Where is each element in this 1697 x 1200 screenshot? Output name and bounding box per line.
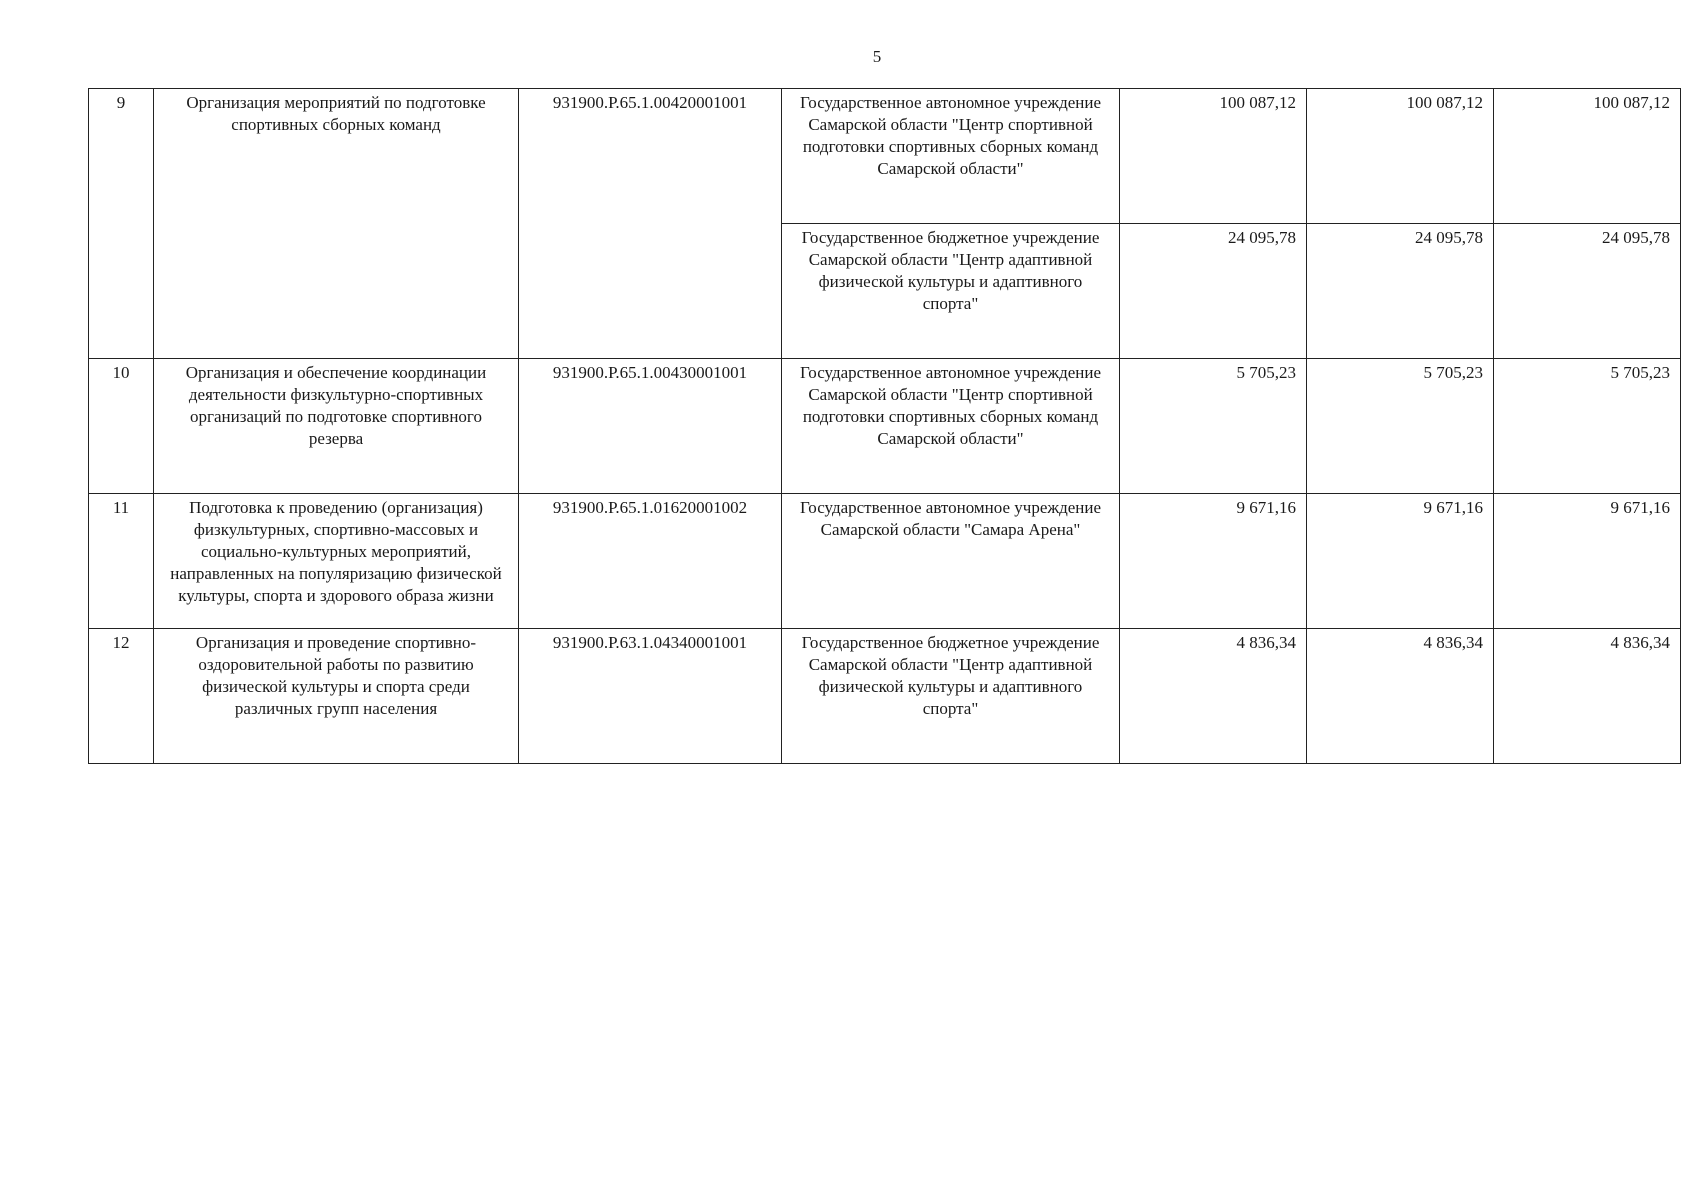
value-year-1: 9 671,16 bbox=[1120, 494, 1307, 629]
value-year-3: 100 087,12 bbox=[1494, 89, 1681, 224]
service-name: Организация и обеспечение координации деятельности физкультурно-спортивных организаций по подготовке спортивного резерва bbox=[154, 359, 519, 494]
page-number: 5 bbox=[872, 47, 882, 66]
row-number: 10 bbox=[89, 359, 154, 494]
row-number: 9 bbox=[89, 89, 154, 359]
institution-name: Государственное бюджетное учреждение Самарской области "Центр адаптивной физической культуры и адаптивного спорта" bbox=[782, 629, 1120, 764]
value-year-2: 4 836,34 bbox=[1307, 629, 1494, 764]
service-code: 931900.Р.65.1.00430001001 bbox=[519, 359, 782, 494]
table-row bbox=[89, 494, 1681, 629]
value-year-1: 4 836,34 bbox=[1120, 629, 1307, 764]
institution-name: Государственное автономное учреждение Самарской области "Самара Арена" bbox=[782, 494, 1120, 629]
table-row bbox=[89, 359, 1681, 494]
table-row bbox=[89, 89, 1681, 224]
service-name: Подготовка к проведению (организация) физкультурных, спортивно-массовых и социально-культурных мероприятий, направленных на популяризацию физической культуры, спорта и здорового образа жизни bbox=[154, 494, 519, 629]
value-year-2: 5 705,23 bbox=[1307, 359, 1494, 494]
institution-name: Государственное автономное учреждение Самарской области "Центр спортивной подготовки спортивных сборных команд Самарской области" bbox=[782, 89, 1120, 224]
service-code: 931900.Р.65.1.01620001002 bbox=[519, 494, 782, 629]
value-year-3: 24 095,78 bbox=[1494, 224, 1681, 359]
value-year-2: 9 671,16 bbox=[1307, 494, 1494, 629]
value-year-1: 100 087,12 bbox=[1120, 89, 1307, 224]
service-name: Организация и проведение спортивно-оздоровительной работы по развитию физической культуры и спорта среди различных групп населения bbox=[154, 629, 519, 764]
value-year-3: 5 705,23 bbox=[1494, 359, 1681, 494]
service-code: 931900.Р.65.1.00420001001 bbox=[519, 89, 782, 359]
institution-name: Государственное бюджетное учреждение Самарской области "Центр адаптивной физической культуры и адаптивного спорта" bbox=[782, 224, 1120, 359]
table-row bbox=[89, 629, 1681, 764]
row-number: 11 bbox=[89, 494, 154, 629]
value-year-3: 9 671,16 bbox=[1494, 494, 1681, 629]
service-code: 931900.Р.63.1.04340001001 bbox=[519, 629, 782, 764]
value-year-1: 5 705,23 bbox=[1120, 359, 1307, 494]
service-name: Организация мероприятий по подготовке спортивных сборных команд bbox=[154, 89, 519, 359]
value-year-2: 24 095,78 bbox=[1307, 224, 1494, 359]
institution-name: Государственное автономное учреждение Самарской области "Центр спортивной подготовки спортивных сборных команд Самарской области" bbox=[782, 359, 1120, 494]
value-year-3: 4 836,34 bbox=[1494, 629, 1681, 764]
budget-table bbox=[88, 88, 1681, 764]
value-year-2: 100 087,12 bbox=[1307, 89, 1494, 224]
value-year-1: 24 095,78 bbox=[1120, 224, 1307, 359]
row-number: 12 bbox=[89, 629, 154, 764]
